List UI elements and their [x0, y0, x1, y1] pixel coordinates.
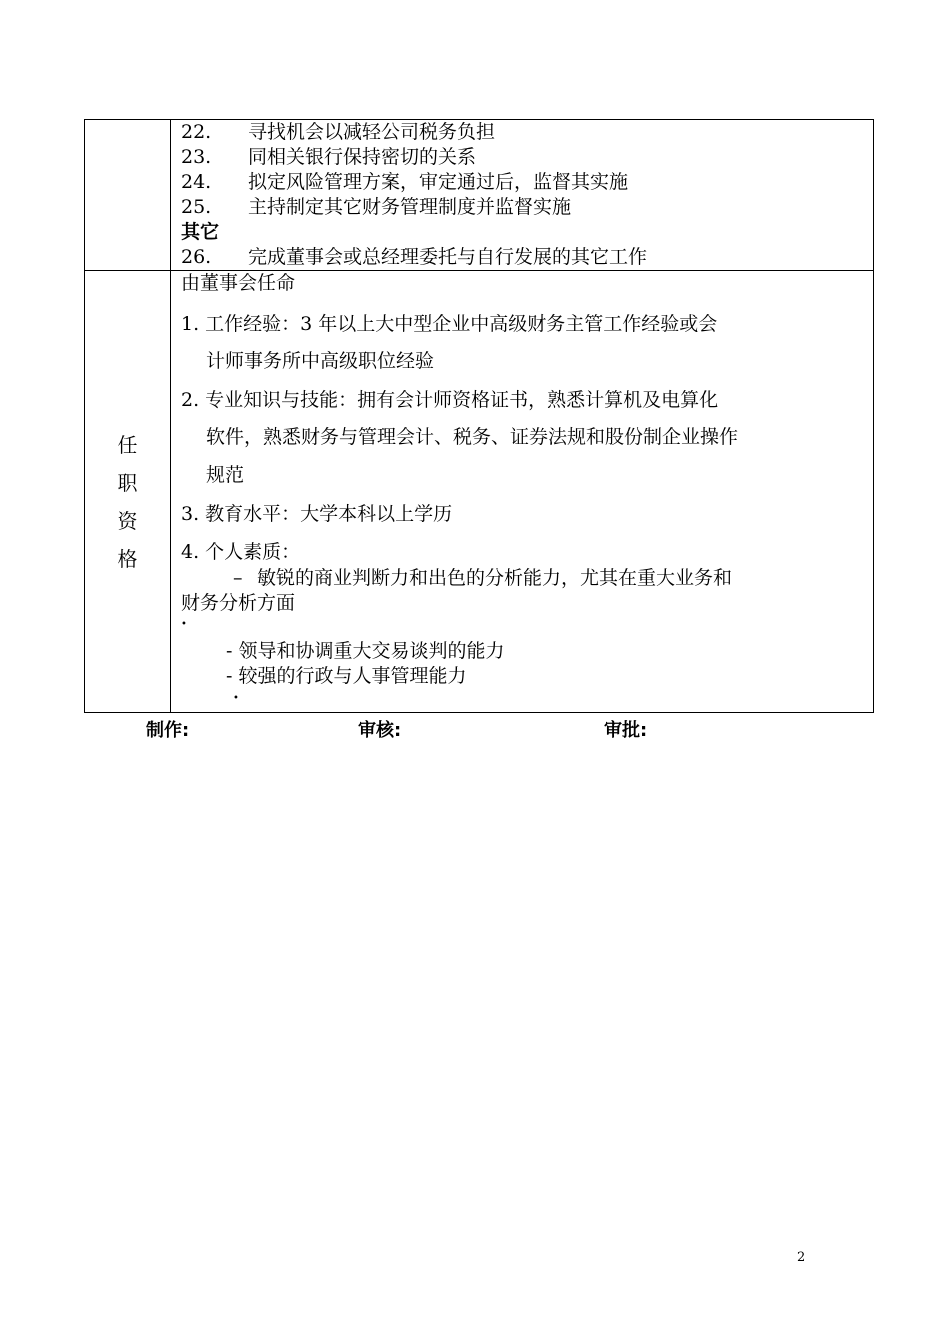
trait-administration: - 较强的行政与人事管理能力	[226, 665, 467, 687]
appointment-text: 由董事会任命	[181, 272, 296, 294]
trait-dash: –	[233, 567, 243, 589]
qualification-work-experience: 1. 工作经验：3 年以上大中型企业中高级财务主管工作经验或会	[181, 313, 718, 335]
qualification-skills: 2. 专业知识与技能：拥有会计师资格证书，熟悉计算机及电算化	[181, 389, 719, 411]
approved-by-label: 审批:	[604, 720, 648, 741]
qualification-skills-cont: 软件，熟悉财务与管理会计、税务、证券法规和股份制企业操作	[206, 426, 739, 448]
qualification-personal: 4. 个人素质：	[181, 541, 301, 563]
qualification-work-experience-cont: 计师事务所中高级职位经验	[206, 350, 435, 372]
bullet-icon: •	[233, 693, 239, 704]
page-number: 2	[797, 1250, 806, 1265]
reviewed-by-label: 审核:	[358, 720, 402, 741]
bullet-icon: •	[181, 619, 187, 630]
qualification-skills-cont: 规范	[206, 464, 245, 486]
job-description-table: 22. 寻找机会以减轻公司税务负担 23. 同相关银行保持密切的关系 24. 拟定风险管理方案，审定通过后，监督其实施 25. 主持制定其它财务管理制度并监督实施 其它 26. 完成董事会或总经理委托与自行发展的其它工作 任 职 资 格 由董事会任命 1. 工作经验：3 年以上大中型企业中高级财务主管工作经验或会 计师事务所中高级职位经验 2. 专业知识与技能：拥有会计师资格证书，熟悉计算机及电算化 软件，熟悉财务与管理会计、税务、证券法规和股份制企业操作 规范 3. 教育水平：大学本科以上学历 4. 个人素质： – 敏锐的商业判断力和出色的分析能力，尤其在重大业务和 财务分析方面 • - 领导和协调重大交易谈判的能力 - 较强的行政与人事管理能力 •	[84, 119, 874, 713]
qualifications-label: 任 职 资 格	[117, 433, 138, 571]
made-by-label: 制作:	[146, 720, 190, 741]
trait-judgment-cont: 财务分析方面	[181, 592, 296, 614]
trait-negotiation: - 领导和协调重大交易谈判的能力	[226, 640, 505, 662]
qualification-education: 3. 教育水平：大学本科以上学历	[181, 503, 453, 525]
other-heading: 其它	[181, 221, 220, 243]
column-divider	[170, 120, 171, 712]
trait-judgment: 敏锐的商业判断力和出色的分析能力，尤其在重大业务和	[257, 567, 733, 589]
